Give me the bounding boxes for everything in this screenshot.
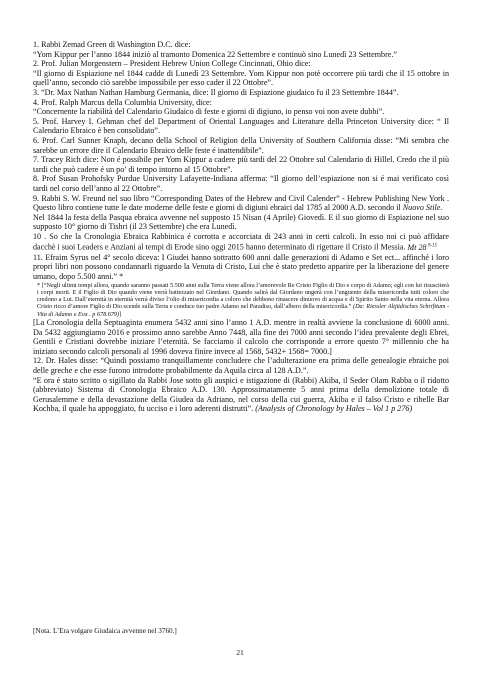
footnote-text: * [“Negli ultimi tempi allora, quando saranno passati 5.500 anni sulla Terra viene allora l’amorevole Re Cristo Figlio di Dio e corpo di Adamo; egli con lui risusciterà i corpi morti. E il Figlio di Dio quando viene verrà battezzato nel Giordano. Quando salirà dal Giordano ungerà con l’unguento della misericordia tutti coloro che credono a Lui. Dall’eternità in eternità verrà diviso l’olio di misericordia a coloro che debbono rinascere dinuovo di acqua e di Spirito Santo nella vita eterna. Allora Cristo ricco d’amore Figlio di Dio scende sulla Terra e conduce tuo padre Adamo nel Paradiso, dall’albero della misericordia.” [37,281,449,311]
era-note: [Nota. L’Era volgare Giudaica avvenne nel 3760.] [33,627,177,635]
paragraph-9 [33,194,449,213]
scripture-reference-main: Mt 28 [407,243,427,253]
paragraph-last-reference: (Analysis of Chronology by Hales – Vol 1 p 276) [255,404,413,414]
paragraph: 2. Prof. Julian Morgenstern – President Hebrew Union College Cincinnati, Ohio dice: [33,59,311,69]
paragraph-last-text: “E ora é stato scritto o sigillato da Rabbi Jose sotto gli auspici e istigazione di (Rabbi) Akiba, il Seder Olam Rabba o il ridotto (abbreviato) Sistema di Cronologia Ebraico A.D. 130. Approssimatamente 5 anni prima della demolizione totale di Gerusalemme e della devastazione della Giudea da Adriano, nel corso della cui guerra, Akiba e il falso Cristo e ribelle Bar Kochba, il quale ha appoggiato, fu ucciso e i loro aderenti distrutti”. [33,375,449,414]
paragraph-12: 12. Dr. Hales disse: “Quindi possiamo tranquillamente concludere che l’adulterazione era prima delle genealogie ebraiche poi delle greche e che esse furono introdotte probabilmente da Aquila circa al 128 A.D.”. [33,356,449,375]
paragraph-1844: Nel 1844 la festa della Pasqua ebraica avvenne nel supposto 15 Nisan (4 Aprile) Giovedì. E il suo giorno di Espiazione nel suo supposto 10° giorno di Tishri (il 23 Settembre) che era Lunedì. [33,212,449,232]
quote: “Yom Kippur per l’anno 1844 iniziò al tramonto Domenica 22 Settembre e continuò sino Lunedì 23 Settembre.” [33,49,397,59]
paragraph-9-italic: Nuovo Stile [402,203,441,213]
paragraph-11: 11. Efraim Syrus nel 4° secolo diceva: I Giudei hanno sottratto 600 anni dalle generazioni di Adamo e Set ect... affinché i loro propri libri non possono condannarli riguardo la Venuta di Cristo, Lui che è stato predetto apparire per la liberazione del genere umano, dopo 5.500 anni.” * [33,252,449,281]
paragraph: 8. Prof Susan Prohofsky Purdue University Lafayette-Indiana afferma: “Il giorno dell’espiazione non si é mai verificato così tardi nel corso dell’anno al 22 Ottobre”. [33,174,449,193]
paragraph-9-text: 9. Rabbi S. W. Freund nel suo libro “Corresponding Dates of the Hebrew and Civil Calender” - Hebrew Publishing New York . Questo libro contiene tutte le date moderne delle feste e giorni di digiuni ebraici dal 1785 al 2000 A.D. secondo il [33,193,449,213]
footnote-end: ] [119,310,122,318]
scripture-reference-verses: 9-15 [426,243,438,249]
footnote [33,282,449,318]
paragraph-septuagint: [La Cronologia della Septuaginta enumera 5432 anni sino l’anno 1 A.D. mentre in realtà avviene la conclusione di 6000 anni. Da 5432 aggiungiamo 2016 e prossimo anno sarebbe Anno 7448, alla fine dei 7000 anni secondo l’idea prevalente degli Ebrei, Gentili e Cristiani dovrebbe iniziare l’eternità. Se facciamo il calcolo che corrisponde a errore questo 7° millennio che ha iniziato secondo calcoli personali al 1996 doveva finire invece al 1568, 5432+ 1568= 7000.] [33,318,449,356]
paragraph-10 [33,232,449,253]
paragraph: 7. Tracey Rich dice: Non é possibile per Yom Kippur a cadere più tardi del 22 Ottobre sul Calendario di Hillel. Credo che il più tardi che può cadere é un po’ di tempo intorno al 15 Ottobre”. [33,155,449,174]
paragraph: 5. Prof. Harvey I. Gehman chef del Department of Oriental Languages and Literature della Princeton University dice: “ Il Calendario Ebraico è ben consolidato”. [33,116,449,136]
page-number: 21 [236,648,244,657]
paragraph: 4. Prof. Ralph Marcus della Columbia University, dice: [33,97,212,107]
paragraph-last [33,376,449,414]
paragraph: 3. “Dr. Max Nathan Nathan Hamburg Germania, dice: Il giorno di Espiazione giudaico fu il 23 Settembre 1844”. [33,87,399,97]
quote: “Il giorno di Espiazione nel 1844 cadde di Lunedì 23 Settembre. Yom Kippur non potè occorrere più tardi che il 15 ottobre in quell’anno, secondo ciò sarebbe impossibile per esso cader il 22 Ottobre”. [33,68,449,88]
paragraph-9-end: . [440,203,443,213]
quote: “Concernente la riabilità del Calendario Giudaico di feste e giorni di digiuno, io penso voi non avete dubbi”. [33,107,385,117]
document-body [33,40,449,414]
paragraph: 6. Prof. Carl Sunner Knaph, decano della School of Religion della University of Southern California disse: “Mi sembra che sarebbe un errore dire il Calendario Ebraico delle feste é inattendibile”. [33,135,449,155]
paragraph-10-text: 10 . So che la Cronologia Ebraica Rabbinica é corrotta e accorciata di 243 anni in certi calcoli. In esso noi ci può affidare dacchè i suoi Leaders e Anziani al tempi di Erode sino oggi 2015 hanno determinato di rigettare il Cristo il Messia. [33,231,449,253]
paragraph: 1. Rabbi Zemad Green di Washington D.C. dice: [33,40,191,49]
scripture-reference [407,243,437,252]
footnote-source: (Da: Riessler Altjüdisches Schrifttum - Vita di Adamo e Eva . p 678.679) [37,303,450,318]
